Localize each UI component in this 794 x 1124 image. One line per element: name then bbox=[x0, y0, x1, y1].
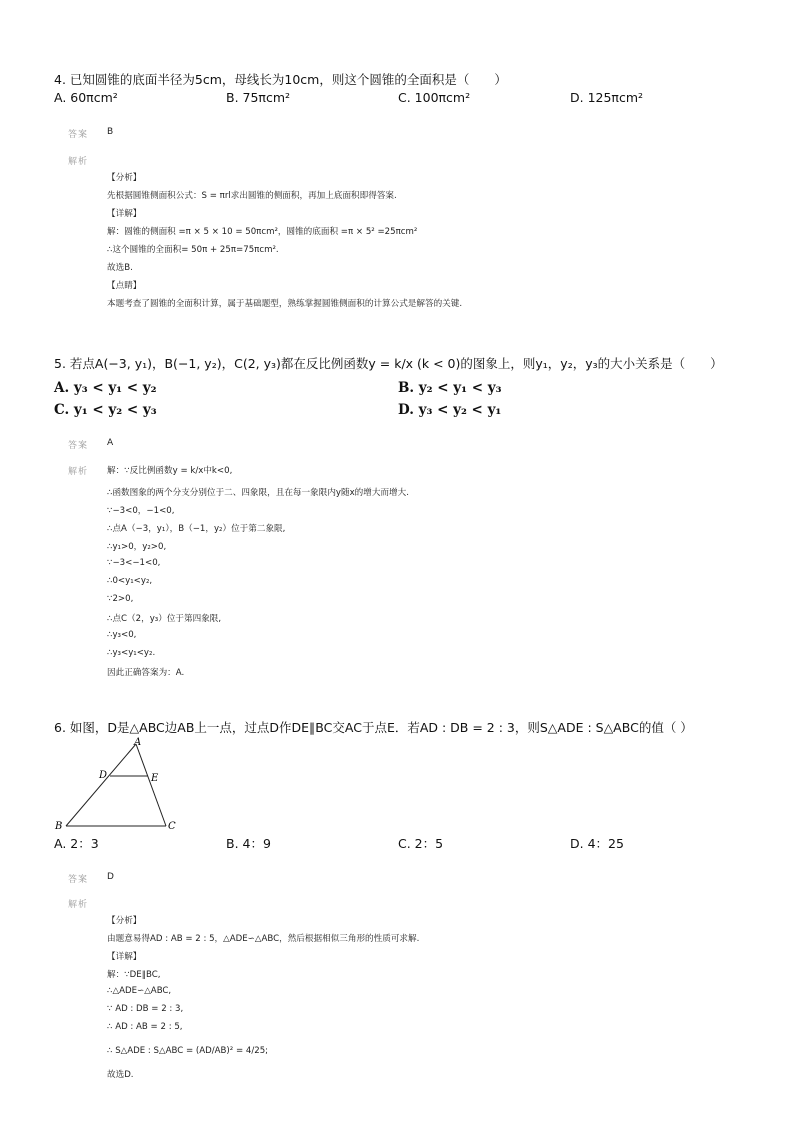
q5-exp-line: ∵2>0, bbox=[107, 594, 134, 604]
q6-exp-line: ∵ AD : DB = 2 : 3, bbox=[107, 1004, 184, 1014]
q5-option-d[interactable]: D. y₃ < y₂ < y₁ bbox=[398, 402, 502, 418]
q6-exp-line: ∴△ADE∽△ABC, bbox=[107, 986, 172, 996]
q6-option-d[interactable]: D. 4：25 bbox=[570, 836, 624, 851]
q5-exp-line: ∴0<y₁<y₂, bbox=[107, 576, 153, 586]
q6-exp-line: 故选D. bbox=[107, 1070, 134, 1080]
q4-answer: B bbox=[107, 127, 114, 137]
label-c: C bbox=[168, 821, 176, 832]
triangle-side-ac bbox=[136, 744, 166, 826]
triangle-side-ab bbox=[66, 744, 136, 826]
q5-exp-line: ∴y₃<0, bbox=[107, 630, 137, 640]
q6-answer: D bbox=[107, 872, 114, 882]
q5-option-a[interactable]: A. y₃ < y₁ < y₂ bbox=[54, 380, 157, 396]
triangle-figure bbox=[50, 734, 190, 834]
label-d: D bbox=[99, 770, 108, 781]
q5-exp-line: 因此正确答案为：A. bbox=[107, 668, 185, 678]
q5-answer: A bbox=[107, 438, 114, 448]
q6-exp-line: 由题意易得AD : AB = 2 : 5，△ADE∽△ABC，然后根据相似三角形的性质可求解. bbox=[107, 934, 420, 944]
q5-exp-line: ∴点C（2，y₃）位于第四象限, bbox=[107, 614, 222, 624]
q4-answer-label: 答案 bbox=[68, 130, 89, 140]
q4-exp-line: 故选B. bbox=[107, 263, 133, 273]
q4-exp-line: ∴这个圆锥的全面积= 50π + 25π=75πcm². bbox=[107, 245, 279, 255]
q6-answer-label: 答案 bbox=[68, 875, 89, 885]
q6-exp-line: ∴ S△ADE : S△ABC = (AD/AB)² = 4/25; bbox=[107, 1046, 269, 1056]
q5-exp-line: ∴y₃<y₁<y₂. bbox=[107, 648, 156, 658]
q6-option-c[interactable]: C. 2：5 bbox=[398, 836, 444, 851]
q4-exp-line: 【详解】 bbox=[107, 209, 142, 219]
q5-exp-line: ∵−3<−1<0, bbox=[107, 558, 161, 568]
q5-option-b[interactable]: B. y₂ < y₁ < y₃ bbox=[398, 380, 502, 396]
q5-exp-line: ∴函数图象的两个分支分别位于二、四象限，且在每一象限内y随x的增大而增大. bbox=[107, 488, 409, 498]
q5-exp-line: ∴y₁>0，y₂>0, bbox=[107, 542, 167, 552]
q5-answer-label: 答案 bbox=[68, 441, 89, 451]
q5-exp-line: ∴点A（−3，y₁），B（−1，y₂）位于第二象限, bbox=[107, 524, 286, 534]
q5-exp-line: ∵−3<0，−1<0, bbox=[107, 506, 175, 516]
q4-option-a[interactable]: A. 60πcm² bbox=[54, 90, 118, 105]
q4-exp-line: 【分析】 bbox=[107, 173, 142, 183]
q4-analysis-label: 解析 bbox=[68, 157, 89, 167]
q4-stem: 4. 已知圆锥的底面半径为5cm，母线长为10cm，则这个圆锥的全面积是（ ） bbox=[54, 72, 507, 87]
q5-stem: 5. 若点A(−3, y₁)，B(−1, y₂)，C(2, y₃)都在反比例函数y = k/x (k < 0)的图象上，则y₁，y₂，y₃的大小关系是（ ） bbox=[54, 356, 723, 371]
label-a: A bbox=[134, 737, 142, 748]
q6-exp-line: 【分析】 bbox=[107, 916, 142, 926]
q4-option-d[interactable]: D. 125πcm² bbox=[570, 90, 644, 105]
q4-exp-line: 【点睛】 bbox=[107, 281, 142, 291]
q5-analysis-label: 解析 bbox=[68, 467, 89, 477]
label-b: B bbox=[55, 821, 63, 832]
q6-exp-line: 解：∵DE∥BC, bbox=[107, 970, 161, 980]
q5-option-c[interactable]: C. y₁ < y₂ < y₃ bbox=[54, 402, 157, 418]
q6-exp-line: 【详解】 bbox=[107, 952, 142, 962]
q6-analysis-label: 解析 bbox=[68, 900, 89, 910]
q4-option-c[interactable]: C. 100πcm² bbox=[398, 90, 471, 105]
q4-exp-line: 先根据圆锥侧面积公式：S = πrl求出圆锥的侧面积，再加上底面积即得答案. bbox=[107, 191, 397, 201]
q6-stem: 6. 如图，D是△ABC边AB上一点，过点D作DE∥BC交AC于点E．若AD : DB = 2 : 3，则S△ADE : S△ABC的值（ ） bbox=[54, 720, 693, 735]
q4-exp-line: 本题考查了圆锥的全面积计算，属于基础题型，熟练掌握圆锥侧面积的计算公式是解答的关键. bbox=[107, 299, 463, 309]
q4-option-b[interactable]: B. 75πcm² bbox=[226, 90, 291, 105]
q6-exp-line: ∴ AD : AB = 2 : 5, bbox=[107, 1022, 183, 1032]
q6-option-a[interactable]: A. 2：3 bbox=[54, 836, 99, 851]
q6-option-b[interactable]: B. 4：9 bbox=[226, 836, 271, 851]
q5-exp-line: 解：∵反比例函数y = k/x中k<0, bbox=[107, 466, 233, 476]
label-e: E bbox=[151, 773, 159, 784]
q4-exp-line: 解：圆锥的侧面积 =π × 5 × 10 = 50πcm²，圆锥的底面积 =π × 5² =25πcm² bbox=[107, 227, 418, 237]
